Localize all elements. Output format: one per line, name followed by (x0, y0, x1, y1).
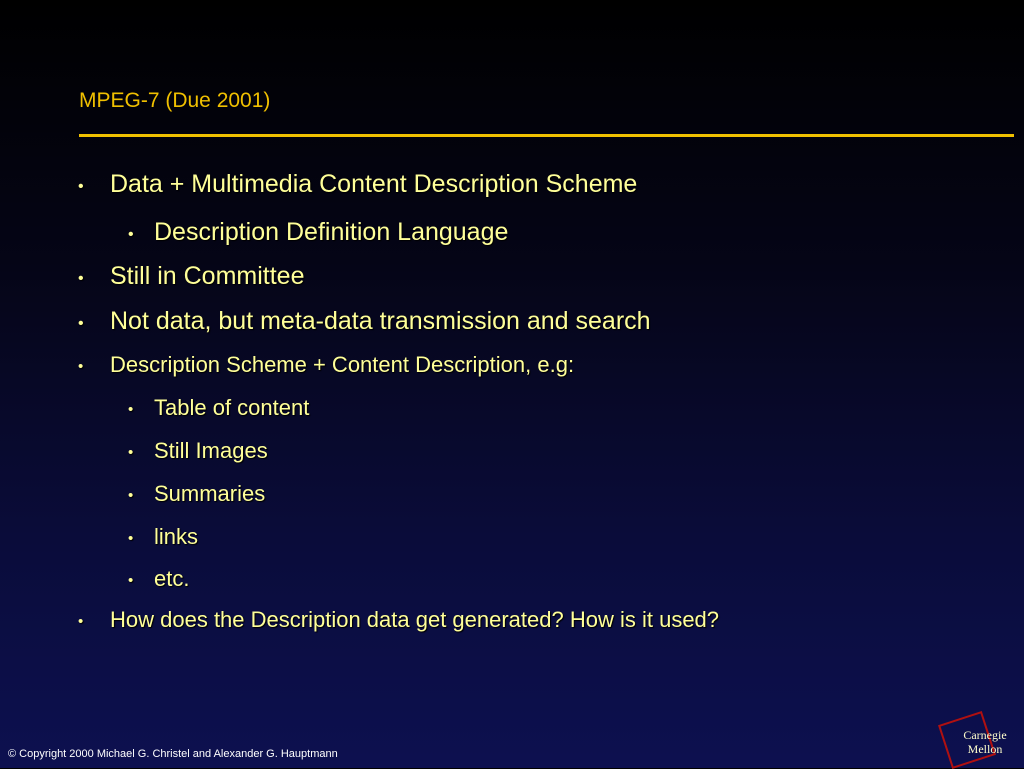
bullet-text: Description Definition Language (154, 218, 509, 246)
bullet-text: Table of content (154, 395, 310, 420)
bullet-dot-icon: • (78, 315, 84, 332)
logo-line-2: Mellon (967, 742, 1003, 756)
bullet-dot-icon: • (128, 572, 134, 589)
bullet-dot-icon: • (128, 401, 134, 418)
bullet-dot-icon: • (128, 444, 134, 461)
bullet-dot-icon: • (128, 530, 134, 547)
bullet-dot-icon: • (78, 270, 84, 287)
bullet-dot-icon: • (128, 226, 134, 243)
logo-text (950, 728, 1020, 756)
bullet-dot-icon: • (78, 178, 84, 195)
bullet-text: How does the Description data get generated? How is it used? (110, 607, 720, 632)
bullet-text: Still Images (154, 438, 268, 463)
logo-line-1: Carnegie (963, 728, 1007, 742)
bullet-text: Not data, but meta-data transmission and search (110, 307, 651, 335)
bullet-text: Data + Multimedia Content Description Scheme (110, 170, 638, 198)
bullet-text: Still in Committee (110, 262, 305, 290)
bullet-dot-icon: • (128, 487, 134, 504)
bullet-dot-icon: • (78, 358, 84, 375)
bullet-text: etc. (154, 566, 190, 591)
bullet-text: links (154, 524, 199, 549)
copyright-notice: © Copyright 2000 Michael G. Christel and Alexander G. Hauptmann (8, 748, 338, 760)
slide-title: MPEG-7 (Due 2001) (79, 89, 271, 112)
bullet-text: Description Scheme + Content Description, e.g: (110, 352, 575, 377)
bullet-dot-icon: • (78, 613, 84, 630)
bullet-text: Summaries (154, 481, 266, 506)
